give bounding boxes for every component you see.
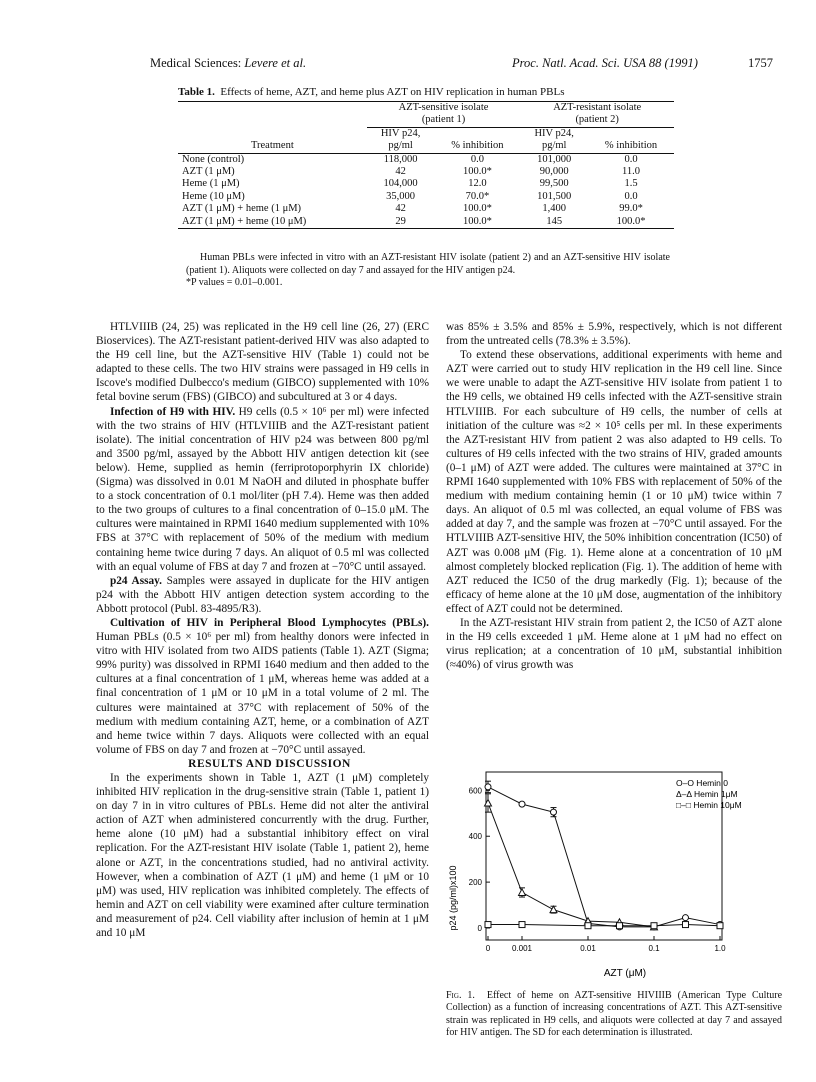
data-point (519, 801, 525, 807)
right-column (446, 320, 782, 672)
table-note: Human PBLs were infected in vitro with an AZT-resistant HIV isolate (patient 2) and an AZT-sensitive HIV isolate (patient 1). Aliquots were collected on day 7 and assayed for the HIV antigen p24. (186, 252, 670, 276)
data-point (519, 922, 525, 928)
page-number: 1757 (748, 56, 773, 70)
col-header-treatment: Treatment (250, 140, 294, 152)
paragraph: In the AZT-resistant HIV strain from patient 2, the IC50 of AZT alone in the H9 cells exceeded 1 μM. Heme alone at 1 μM had no effect on virus replication; at a concentration of 10 μM, substantial inhibition (≈40%) of virus growth was (446, 616, 782, 672)
y-tick-label: 0 (477, 924, 482, 933)
legend-entry: □–□ Hemin 10μM (676, 800, 742, 810)
chart-legend (676, 778, 742, 810)
x-axis-label: AZT (μM) (603, 968, 647, 979)
paragraph: In the experiments shown in Table 1, AZT (1 μM) completely inhibited HIV replication in the drug-sensitive strain (Table 1, patient 1) on day 7 in in vitro cultures of PBLs. Heme did not alter the antiviral action of AZT when administered concurrently with the drug. Further, heme alone (10 μM) had a substantial inhibitory effect on viral replication. For the AZT-resistant HIV isolate (Table 1, patient 2), heme alone or AZT, in the concentrations studied, had no antiviral activity. However, when a combination of AZT (1 μM) and heme (1 μM or 10 μM) was used, HIV replication was inhibited completely. The effects of hemin and AZT on cell viability were examined after culture termination and measurement of p24. Cell viability after inclusion of hemin at 1 μM and 10 μM (96, 772, 429, 940)
table-row: None (control) 118,000 0.0 101,000 0.0 (182, 153, 638, 165)
y-tick-label: 200 (468, 878, 482, 888)
paragraph: To extend these observations, additional experiments with heme and AZT were carried out to study HIV replication in the H9 cell line. Since we were unable to adapt the AZT-sensitive HIV isolate from patient 1 to the H9 cells, we obtained H9 cells infected with the AZT-sensitive strain HTLVIIIB. For each subculture of H9 cells, the number of cells at initiation of the culture was ≈2 × 10⁵ cells per ml. In these experiments the AZT-resistant HIV from patient 2 was also adapted to H9 cells. To cultures of H9 cells infected with the two strains of HIV, graded amounts (0–1 μM) of AZT were added. The cultures were maintained at 37°C in RPMI 1640 supplemented with 10% FBS with replacement of 50% of the medium with medium containing hemin (1 or 10 μM) twice within 7 days. An aliquot of 0.5 ml was collected, an equal volume of FBS was added at day 7, and the sample was frozen at −70°C until assayed. For the HTLVIIIB AZT-sensitive HIV, the 50% inhibition concentration (IC50) of AZT was 0.008 μM (Fig. 1). Heme alone at a concentration of 10 μM almost completely blocked replication (Fig. 1). The addition of heme with AZT reduced the IC50 of the drug markedly (Fig. 1); because of the efficacy of heme alone at the 10 μM dose, augmentation of the inhibitory effect of AZT could not be determined. (446, 349, 782, 615)
table-row: AZT (1 μM) + heme (1 μM) 42 100.0* 1,400 99.0* (182, 203, 643, 215)
data-point (585, 923, 591, 929)
paragraph: was 85% ± 3.5% and 85% ± 5.9%, respectively, which is not different from the untreated cells (78.3% ± 3.5%). (446, 321, 782, 348)
paragraph: Infection of H9 with HIV. H9 cells (0.5 × 10⁶ per ml) were infected with the two strains of HIV (HTLVIIIB and the AZT-resistant patient isolate). The initial concentration of HIV p24 was between 800 pg/ml and 3500 pg/ml, assayed by the Abbott HIV antigen detection kit (see below). Heme, supplied as hemin (ferriprotoporphyrin IX chloride) (Sigma) was dissolved in 0.01 M NaOH and diluted in phosphate buffer to a stock concentration of 0.1 mol/liter (pH 7.4). Heme was then added to the two groups of cultures to a final concentration of 0–15.0 μM. The cultures were maintained in RPMI 1640 medium supplemented with 10% FBS at 37°C with replacement of 50% of the medium with medium containing heme twice during 7 days. An aliquot of 0.5 ml was collected with an equal volume of FBS at day 7 and frozen at −70°C until assayed. (96, 405, 429, 573)
x-tick-label: 0.001 (511, 944, 533, 953)
left-column (96, 320, 429, 940)
x-tick-label: 0 (485, 944, 491, 953)
paragraph: p24 Assay. Samples were assayed in duplicate for the HIV antigen p24 with the Abbott HIV antigen detection system according to the Abbott protocol (Publ. 83-4895/R3). (96, 574, 429, 615)
figure-1-chart (440, 760, 782, 982)
col-header-p24: HIV p24, pg/ml (534, 127, 574, 152)
group-header-resistant: AZT-resistant isolate (patient 2) (520, 102, 674, 128)
table-1 (178, 101, 674, 229)
data-point (485, 922, 491, 928)
table-row: Heme (1 μM) 104,000 12.0 99,500 1.5 (182, 178, 638, 190)
running-header-journal: Proc. Natl. Acad. Sci. USA 88 (1991) (512, 56, 698, 70)
paragraph: Cultivation of HIV in Peripheral Blood Lymphocytes (PBLs). Human PBLs (0.5 × 10⁶ per ml) from healthy donors were infected in vitro with HIV isolated from two AIDS patients (Table 1). AZT (Sigma; 99% purity) was dissolved in RPMI 1640 medium and then added to the cultures at a final concentration of 1 μM, whereas heme was added at a final concentration of 1 μM or 10 μM in a total volume of 2 ml. The cultures were maintained at 37°C with replacement of 50% of the medium with medium containing AZT, heme, or a combination of AZT and heme twice within 7 days. Aliquots were collected with an equal volume of FBS on day 7 and frozen at −70°C until assayed. (96, 616, 429, 756)
data-point (519, 889, 526, 896)
paragraph: HTLVIIIB (24, 25) was replicated in the H9 cell line (26, 27) (ERC Bioservices). The AZT-resistant patient-derived HIV was also adapted to the H9 cell line, but the AZT-sensitive HIV (Table 1) could not be adapted to these cells. The two HIV strains were passaged in H9 cells in Iscove's modified Dulbecco's medium (GIBCO) supplemented with 10% fetal bovine serum (FBS) (GIBCO) and subcultured at 3 or 4 days. (96, 321, 429, 404)
data-point (717, 923, 723, 929)
y-axis-label: p24 (pg/ml)x100 (448, 865, 458, 931)
table-footnotes (186, 252, 670, 290)
x-tick-label: 1.0 (714, 944, 726, 953)
data-point (485, 784, 491, 790)
series-line (488, 803, 654, 927)
y-tick-label: 600 (468, 786, 482, 796)
col-header-inhibition: % inhibition (451, 140, 504, 152)
table-row: AZT (1 μM) 42 100.0* 90,000 11.0 (182, 166, 641, 178)
running-header-left: Medical Sciences: Levere et al. (150, 56, 307, 70)
legend-entry: O–O Hemin 0 (676, 778, 728, 788)
data-point (682, 922, 688, 928)
table-row: Heme (10 μM) 35,000 70.0* 101,500 0.0 (182, 190, 638, 202)
data-point (550, 809, 556, 815)
data-point (616, 923, 622, 929)
table-pvalue-note: *P values = 0.01–0.001. (186, 277, 283, 288)
group-header-sensitive: AZT-sensitive isolate (patient 1) (367, 102, 521, 128)
legend-entry: Δ–Δ Hemin 1μM (676, 789, 738, 799)
data-point (550, 906, 557, 913)
table-row: AZT (1 μM) + heme (10 μM) 29 100.0* 145 100.0* (178, 216, 674, 229)
x-tick-label: 0.1 (648, 944, 660, 953)
data-point (651, 923, 657, 929)
table-caption: Table 1. Effects of heme, AZT, and heme plus AZT on HIV replication in human PBLs (178, 86, 565, 98)
x-tick-label: 0.01 (580, 944, 596, 953)
figure-caption: Fig. 1. Effect of heme on AZT-sensitive HIVIIIB (American Type Culture Collection) as a function of increasing concentrations of AZT. This AZT-sensitive strain was replicated in H9 cells, and aliquots were collected at day 7 and assayed for HIV antigen. The SD for each determination is illustrated. (446, 990, 783, 1039)
data-point (682, 915, 688, 921)
section-heading: RESULTS AND DISCUSSION (188, 757, 351, 770)
col-header-inhibition: % inhibition (604, 140, 658, 152)
y-tick-label: 400 (468, 832, 482, 842)
col-header-p24: HIV p24, pg/ml (380, 127, 421, 152)
